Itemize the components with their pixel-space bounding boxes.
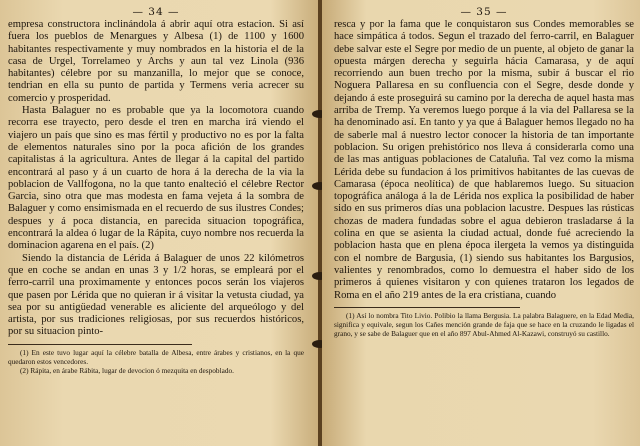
left-page-body — [8, 19, 304, 339]
right-page — [322, 0, 640, 446]
footnote: (2) Rápita, en árabe Rábita, lugar de devocion ó mezquita en despoblado. — [20, 365, 234, 375]
right-paragraph: resca y por la fama que le conquistaron sus Condes memorables se hace simpática á todos. Segun el trazado del ferro-carril, en Balaguer debe salvar este el Segre por medio de un puente, al objeto de ganar la opuesta márgen derecha y seguirla hácia Camarasa, y de aquí recorriendo aun buen trecho por la misma, subir á buscar el rio Noguera Pallaresa en su confluencia con el Segre, desde donde y dejando á este proseguirá su camino por la derecha de aquel hasta mas arriba de Tremp. Ya veremos luego porque á la via del Pallaresa se la ha denominado así. En tanto y ya que á Balaguer hemos llegado no ha de saberle mal á nuestro lector conocer la historia de tan importante poblacion. Su origen prehistórico nos lleva á considerarla como una de las mas antiguas poblaciones de Cataluña. Tal vez como la misma Lérida debe su fundacion á los primitivos habitantes de las cuevas de Camarasa (época neolítica) de que hablaremos luego. Su situacion topográfica análoga á la de Lérida nos explica la posibilidad de haber sido en sus primeros días una poblacion lacustre. Despues las rústicas chozas de madera fundadas sobre el agua debieron trasladarse á la colina en que se asienta la ciudad actual, donde fué acreciendo la poblacion hasta que en plena época ilergeta la vemos ya distinguida con el nombre de Bargusia, (1) siendo sus habitantes los Bargusios, valientes y renombrados, como lo demuestra el haber sido de los primeros á quienes visitaron y con quienes trataron los legados de Roma en el año 219 antes de la era cristiana, cuando — [334, 19, 634, 301]
left-paragraph: Siendo la distancia de Lérida á Balaguer de unos 22 kilómetros que en coche se andan en unas 3 y 1/2 horas, se empleará por el ferro-carril una proximamente y entonces pocos serán los viajeros que pasen por Lérida que no quieran ir á visitar la vetusta ciudad, ya sea por su antigüedad venerable es aliciente del arqueólogo y del artista, por sus tradiciones religiosas, por sus recuerdos históricos, por su situacion pinto- — [8, 252, 304, 338]
left-footnotes — [8, 348, 304, 375]
right-footnotes — [334, 311, 634, 338]
footnote-rule — [8, 344, 192, 345]
footnote-rule — [334, 307, 520, 308]
right-page-body — [334, 19, 634, 302]
footnote: (1) Así lo nombra Tito Livio. Polibio la llama Bergusia. La palabra Balaguere, en la Edad Media, significa y equivale, segun los Cañes mención grande de faja que se hace en la cruzando le ligadas el grano, y se sabe de Balaguer que en el año 897 Abul-Ahmed Al-Kazawi, construyó su castillo. — [334, 310, 634, 338]
left-page — [0, 0, 318, 446]
left-page-number: — 34 — — [132, 6, 180, 18]
right-page-number: — 35 — — [460, 6, 508, 18]
left-paragraph: empresa constructora inclinándola á abrir aquí otra estacion. Si así fuera los pueblos de Menargues y Albesa (1) de 1100 y 1600 habitantes respectivamente y muy nombrados en la historia el de la casa de Urgel, Torrelameo y Archs y aun tal vez Linola (936 habitantes) célebre por su manzanilla, lo mejor que se conoce, tendrian en ella su punto de partida y Termens veria acrecer su comercio y prosperidad. — [8, 19, 304, 104]
footnote: (1) En este tuvo lugar aquí la célebre batalla de Albesa, entre árabes y cristianos, en la que quedaron estos vencedores. — [8, 347, 304, 366]
left-paragraph: Hasta Balaguer no es probable que ya la locomotora cuando recorra ese trayecto, pero desde el tren en marcha irá viendo el viajero un país que sino es mas fértil y productivo no es por la falta de elementos naturales sino por la poca afición de los grandes capitalistas á la agricultura. Antes de llegar á la capital del partido encontrará al paso y á un cuarto de hora á la derecha de la via la poblacion de Vallfogona, no la que tanto enalteció el célebre Rector Garcia, sino otra que mas modesta en fama vejeta á la sombra de Balaguer y como ensimismada en el recuerdo de sus ilustres Condes; despues y á poca distancia, en parecida situacion topográfica, encontrará la aldea ó lugar de la Rápita, cuyo nombre nos recuerda la dominacion agarena en el país. (2) — [8, 105, 304, 252]
